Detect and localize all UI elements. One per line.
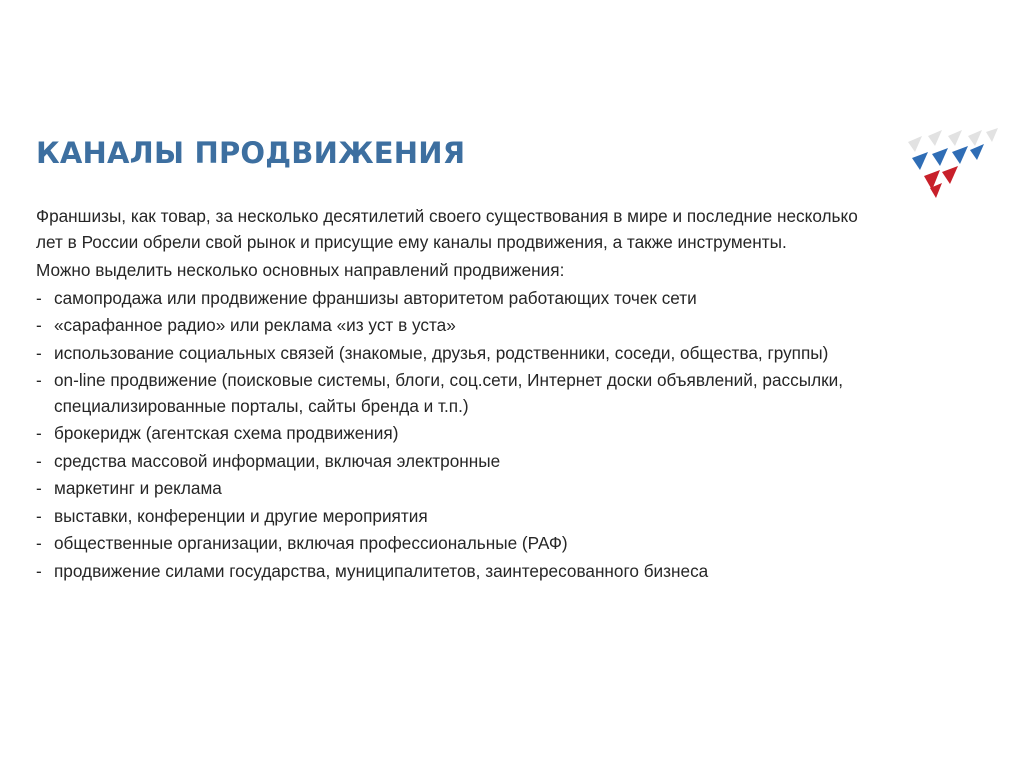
list-item-text: выставки, конференции и другие мероприятия	[54, 505, 428, 526]
logo-triangle-blue-3	[952, 146, 968, 164]
list-item-text: «сарафанное радио» или реклама «из уст в уста»	[54, 315, 456, 335]
list-item	[36, 449, 886, 475]
list-item-text: самопродажа или продвижение франшизы авторитетом работающих точек сети	[54, 287, 697, 308]
list-item-text: средства массовой информации, включая электронные	[54, 450, 501, 471]
list-item	[36, 504, 886, 530]
list-item	[36, 476, 886, 502]
slide-body	[36, 204, 886, 584]
list-item	[36, 286, 886, 312]
list-item	[36, 368, 886, 419]
logo-triangle-white-2	[928, 130, 942, 146]
bullet-dash: -	[36, 342, 42, 363]
bullet-dash: -	[36, 287, 42, 308]
logo-triangle-white-4	[968, 130, 982, 146]
bullet-dash: -	[36, 560, 42, 581]
list-item-text: использование социальных связей (знакомые, друзья, родственники, соседи, общества, группы)	[54, 342, 829, 363]
logo-triangle-blue-2	[932, 148, 948, 166]
channels-list	[36, 286, 886, 585]
list-item	[36, 313, 886, 339]
logo-triangle-blue-4	[970, 144, 984, 160]
bullet-dash: -	[36, 315, 42, 335]
list-item	[36, 421, 886, 447]
intro-paragraph: Франшизы, как товар, за несколько десятилетий своего существования в мире и последние несколько лет в России обрели свой рынок и присущие ему каналы продвижения, а также инструменты.	[36, 206, 858, 252]
list-item-text: продвижение силами государства, муниципалитетов, заинтересованного бизнеса	[54, 560, 709, 581]
bullet-dash: -	[36, 478, 42, 498]
logo-triangle-white-1	[908, 136, 922, 152]
bullet-dash: -	[36, 450, 42, 471]
list-item	[36, 531, 886, 557]
list-item-text: on-line продвижение (поисковые системы, блоги, соц.сети, Интернет доски объявлений, рассылки, специализированные порталы, сайты бренда и т.п.)	[54, 370, 844, 416]
slide-title: КАНАЛЫ ПРОДВИЖЕНИЯ	[36, 136, 466, 170]
list-item-text: общественные организации, включая профессиональные (РАФ)	[54, 533, 568, 553]
flag-triangles-logo	[906, 128, 1000, 202]
list-item	[36, 559, 886, 585]
list-item-text: маркетинг и реклама	[54, 478, 222, 498]
bullet-dash: -	[36, 533, 42, 553]
logo-triangle-blue-1	[912, 152, 928, 170]
bullet-dash: -	[36, 505, 42, 526]
list-item	[36, 341, 886, 367]
logo-triangle-red-2	[942, 166, 958, 184]
logo-triangle-white-3	[948, 130, 962, 146]
bullet-dash: -	[36, 370, 42, 390]
list-item-text: брокеридж (агентская схема продвижения)	[54, 423, 399, 443]
lead-paragraph: Можно выделить несколько основных направлений продвижения:	[36, 260, 565, 280]
logo-triangle-white-5	[986, 128, 998, 142]
bullet-dash: -	[36, 423, 42, 443]
